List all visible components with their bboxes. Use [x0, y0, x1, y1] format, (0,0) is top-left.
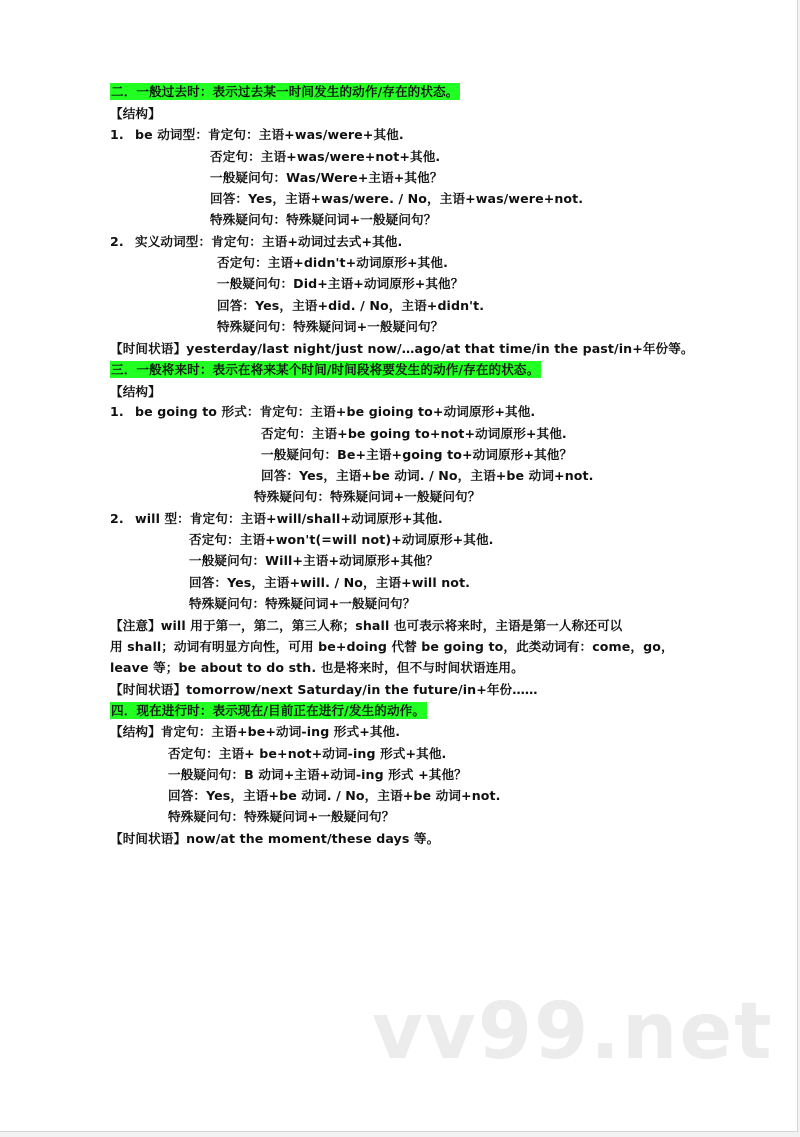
- affirmative-text: 肯定句：主语+will/shall+动词原形+其他.: [189, 511, 443, 526]
- future-will-answer: 回答：Yes，主语+will. / No，主语+will not.: [189, 575, 471, 590]
- future-will-question: 一般疑问句：Will+主语+动词原形+其他？: [189, 553, 439, 568]
- section-heading-past: [110, 84, 460, 100]
- future-note-line-3: leave 等；be about to do sth. 也是将来时，但不与时间状语连用。: [110, 660, 524, 675]
- progressive-affirmative: [110, 724, 400, 740]
- heading-highlight: 四．现在进行时：表示现在/目前正在进行/发生的动作。: [111, 703, 426, 718]
- past-be-negative: 否定句：主语+was/were+not+其他.: [210, 149, 441, 164]
- item-number: 2.: [110, 234, 124, 249]
- item-number: 1.: [110, 127, 124, 142]
- progressive-time-adverbials: 【时间状语】now/at the moment/these days 等。: [110, 831, 440, 846]
- future-time-adverbials: 【时间状语】tomorrow/next Saturday/in the future/in+年份……: [110, 682, 538, 697]
- past-verb-answer: 回答：Yes，主语+did. / No，主语+didn't.: [217, 298, 485, 313]
- type-label: 实义动词型：: [135, 234, 212, 249]
- future-note-line-1: 【注意】will 用于第一，第二，第三人称；shall 也可表示将来时，主语是第一人称还可以: [110, 618, 623, 633]
- past-verb-affirmative: [110, 234, 402, 250]
- progressive-wh-question: 特殊疑问句：特殊疑问词+一般疑问句？: [168, 809, 395, 824]
- item-number: 2.: [110, 511, 124, 526]
- structure-label: 【结构】: [110, 724, 161, 739]
- past-time-adverbials: 【时间状语】yesterday/last night/just now/…ago/at that time/in the past/in+年份等。: [110, 341, 694, 356]
- past-verb-question: 一般疑问句：Did+主语+动词原形+其他？: [217, 276, 464, 291]
- future-going-wh-question: 特殊疑问句：特殊疑问词+一般疑问句？: [254, 489, 481, 504]
- type-label: be 动词型：: [135, 127, 209, 142]
- type-label: will 型：: [135, 511, 190, 526]
- past-be-question: 一般疑问句：Was/Were+主语+其他？: [210, 170, 443, 185]
- item-number: 1.: [110, 404, 124, 419]
- structure-label: 【结构】: [110, 106, 161, 121]
- affirmative-text: 肯定句：主语+was/were+其他.: [208, 127, 404, 142]
- future-going-answer: 回答：Yes，主语+be 动词. / No，主语+be 动词+not.: [261, 468, 594, 483]
- affirmative-text: 肯定句：主语+be gioing to+动词原形+其他.: [259, 404, 536, 419]
- affirmative-text: 肯定句：主语+动词过去式+其他.: [211, 234, 403, 249]
- future-going-negative: 否定句：主语+be going to+not+动词原形+其他.: [261, 426, 567, 441]
- past-be-answer: 回答：Yes，主语+was/were. / No，主语+was/were+not.: [210, 191, 584, 206]
- section-heading-future: [110, 362, 541, 378]
- future-going-affirmative: [110, 404, 535, 420]
- progressive-negative: 否定句：主语+ be+not+动词-ing 形式+其他.: [168, 746, 447, 761]
- heading-highlight: 三．一般将来时：表示在将来某个时间/时间段将要发生的动作/存在的状态。: [111, 362, 540, 377]
- past-be-wh-question: 特殊疑问句：特殊疑问词+一般疑问句？: [210, 212, 437, 227]
- progressive-question: 一般疑问句：B 动词+主语+动词-ing 形式 +其他？: [168, 767, 467, 782]
- future-will-negative: 否定句：主语+won't(=will not)+动词原形+其他.: [189, 532, 494, 547]
- past-be-affirmative: [110, 127, 404, 143]
- watermark-text: vv99.net: [372, 987, 774, 1077]
- future-note-line-2: 用 shall；动词有明显方向性，可用 be+doing 代替 be going to，此类动词有：come，go，: [110, 639, 674, 654]
- section-heading-progressive: [110, 703, 427, 719]
- past-verb-wh-question: 特殊疑问句：特殊疑问词+一般疑问句？: [217, 319, 444, 334]
- affirmative-text: 肯定句：主语+be+动词-ing 形式+其他.: [160, 724, 401, 739]
- future-will-wh-question: 特殊疑问句：特殊疑问词+一般疑问句？: [189, 596, 416, 611]
- progressive-answer: 回答：Yes，主语+be 动词. / No，主语+be 动词+not.: [168, 788, 501, 803]
- type-label: be going to 形式：: [135, 404, 260, 419]
- past-verb-negative: 否定句：主语+didn't+动词原形+其他.: [217, 255, 448, 270]
- future-going-question: 一般疑问句：Be+主语+going to+动词原形+其他？: [261, 447, 573, 462]
- heading-highlight: 二．一般过去时：表示过去某一时间发生的动作/存在的状态。: [111, 84, 459, 99]
- structure-label: 【结构】: [110, 384, 161, 399]
- future-will-affirmative: [110, 511, 443, 527]
